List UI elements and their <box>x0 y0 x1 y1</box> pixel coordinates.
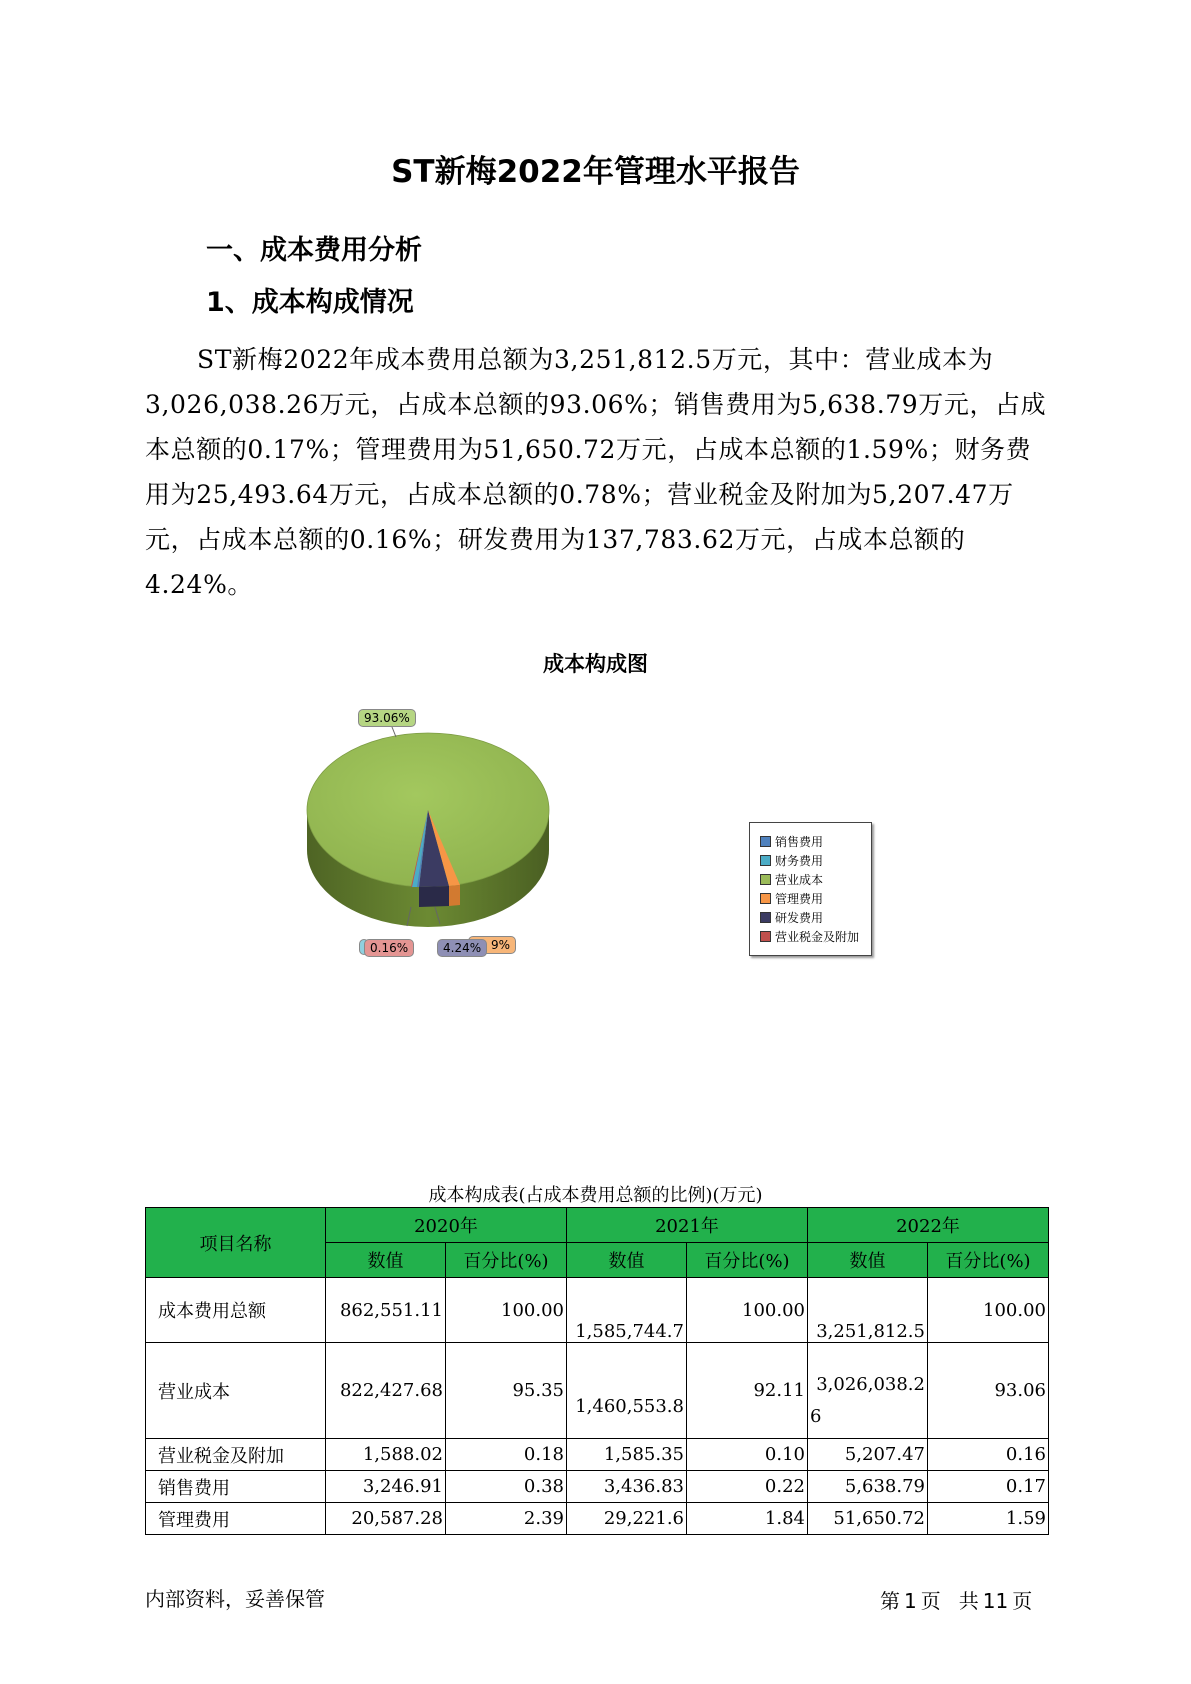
data-label-管理费用: 9% <box>468 936 516 954</box>
header-percent: 百分比(%) <box>446 1243 567 1278</box>
legend-item: 研发费用 <box>760 909 823 926</box>
pie-slice-研发费用-side <box>419 886 449 907</box>
data-label-研发费用: 4.24% <box>437 939 487 957</box>
legend-swatch <box>760 836 771 847</box>
legend-item: 财务费用 <box>760 852 823 869</box>
legend-swatch <box>760 874 771 885</box>
pie-slice-管理费用-side <box>449 885 460 906</box>
table-row: 管理费用 20,587.28 2.39 29,221.6 1.84 51,650.72 1.59 <box>146 1503 1049 1535</box>
header-item-name: 项目名称 <box>146 1208 326 1278</box>
table-row: 成本费用总额 862,551.11 100.00 1,585,744.7 100.00 3,251,812.5 100.00 <box>146 1278 1049 1343</box>
section-heading: 一、成本费用分析 <box>206 235 422 266</box>
legend-swatch <box>760 893 771 904</box>
legend-swatch <box>760 912 771 923</box>
table-row: 营业成本 822,427.68 95.35 1,460,553.8 92.11 3,026,038.2 6 93.06 <box>146 1343 1049 1439</box>
legend-item: 管理费用 <box>760 890 823 907</box>
cost-table <box>145 1207 1049 1535</box>
chart-legend <box>749 822 872 956</box>
header-value: 数值 <box>326 1243 446 1278</box>
legend-item: 营业税金及附加 <box>760 928 859 945</box>
body-paragraph: ST新梅2022年成本费用总额为3,251,812.5万元，其中：营业成本为3,026,038.26万元，占成本总额的93.06%；销售费用为5,638.79万元，占成本总额的0.17%；管理费用为51,650.72万元，占成本总额的1.59%；财务费用为25,493.64万元，占成本总额的0.78%；营业税金及附加为5,207.47万元，占成本总额的0.16%；研发费用为137,783.62万元，占成本总额的4.24%。 <box>145 345 1047 599</box>
header-percent: 百分比(%) <box>687 1243 808 1278</box>
header-value: 数值 <box>567 1243 687 1278</box>
header-year: 2021年 <box>567 1208 808 1243</box>
table-row: 营业税金及附加 1,588.02 0.18 1,585.35 0.10 5,207.47 0.16 <box>146 1439 1049 1471</box>
legend-item: 营业成本 <box>760 871 823 888</box>
table-row: 销售费用 3,246.91 0.38 3,436.83 0.22 5,638.79 0.17 <box>146 1471 1049 1503</box>
header-year: 2020年 <box>326 1208 567 1243</box>
header-percent: 百分比(%) <box>928 1243 1049 1278</box>
table-caption: 成本构成表(占成本费用总额的比例)(万元) <box>428 1185 763 1206</box>
footer-confidential-note: 内部资料，妥善保管 <box>145 1587 325 1611</box>
chart-title: 成本构成图 <box>543 652 648 676</box>
header-value: 数值 <box>808 1243 928 1278</box>
page-title: ST新梅2022年管理水平报告 <box>391 154 800 190</box>
data-label-营业税金及附加: 0.16% <box>364 939 414 957</box>
header-year: 2022年 <box>808 1208 1049 1243</box>
subsection-heading: 1、成本构成情况 <box>206 287 414 318</box>
footer-page-number: 第 1 页 共 11 页 <box>880 1589 1033 1613</box>
legend-swatch <box>760 931 771 942</box>
legend-item: 销售费用 <box>760 833 823 850</box>
pie-chart <box>290 700 590 970</box>
data-label-营业成本: 93.06% <box>358 709 416 727</box>
legend-swatch <box>760 855 771 866</box>
